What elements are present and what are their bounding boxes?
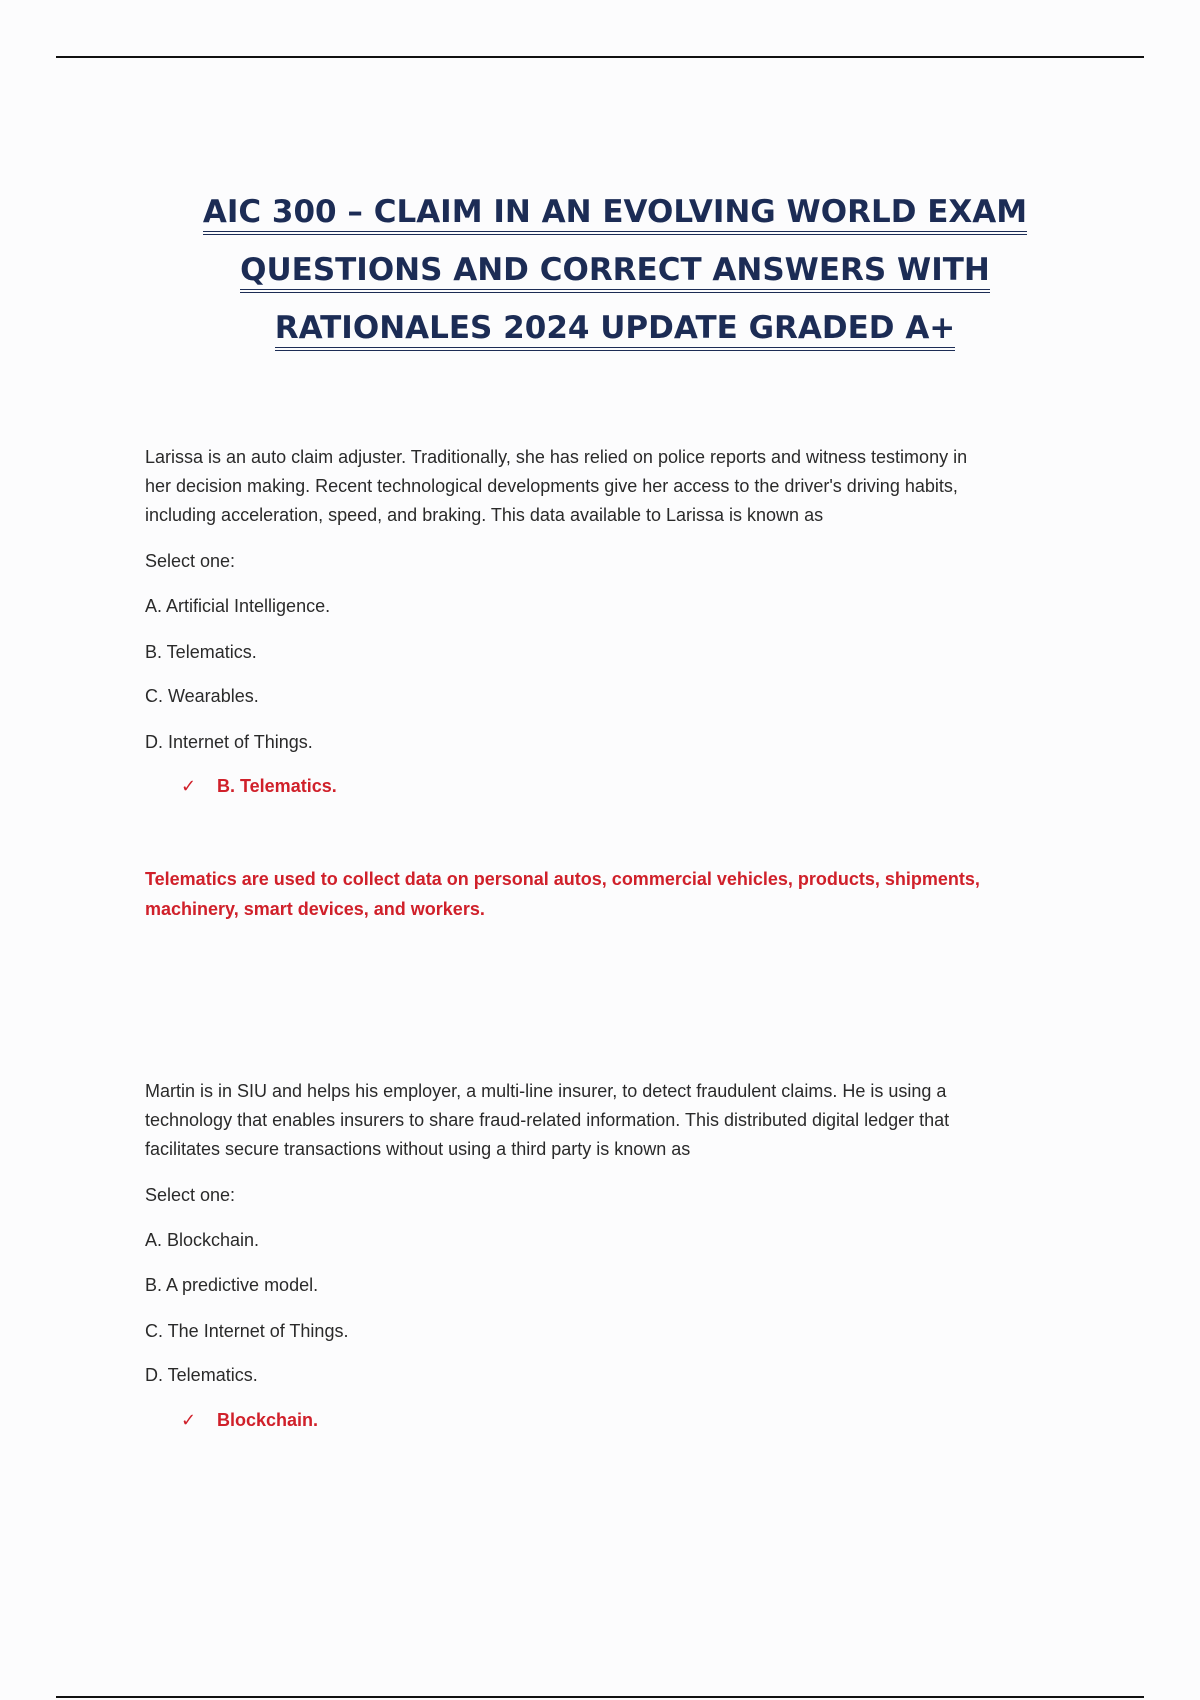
question-1-line: including acceleration, speed, and braking. This data available to Larissa is known as (145, 505, 824, 525)
footer-rule (56, 1696, 1144, 1698)
option-d: D. Telematics. (145, 1365, 258, 1385)
title-line-1: AIC 300 – CLAIM IN AN EVOLVING WORLD EXAM (203, 193, 1027, 235)
option-b: B. A predictive model. (145, 1275, 319, 1295)
question-1 (145, 443, 1085, 919)
select-one-label: Select one: (145, 1185, 236, 1205)
checkmark-icon: ✓ (181, 1410, 197, 1430)
document-title (140, 188, 1090, 362)
checkmark-icon: ✓ (181, 776, 197, 796)
correct-answer-text: Blockchain. (217, 1410, 319, 1430)
header-rule (56, 56, 1144, 58)
option-a: A. Artificial Intelligence. (145, 596, 331, 616)
question-1-line: Larissa is an auto claim adjuster. Traditionally, she has relied on police reports and witness testimony in (145, 447, 968, 467)
question-1-text (145, 443, 1085, 530)
title-line-2: QUESTIONS AND CORRECT ANSWERS WITH (240, 251, 990, 293)
rationale-line: machinery, smart devices, and workers. (145, 899, 485, 919)
question-2-text (145, 1077, 1085, 1164)
option-c: C. The Internet of Things. (145, 1321, 349, 1341)
correct-answer (181, 1410, 318, 1431)
correct-answer-text: B. Telematics. (217, 776, 337, 796)
rationale-line: Telematics are used to collect data on personal autos, commercial vehicles, products, shipments, (145, 869, 980, 889)
select-one-label: Select one: (145, 551, 236, 571)
option-c: C. Wearables. (145, 686, 259, 706)
question-2-line: facilitates secure transactions without using a third party is known as (145, 1139, 691, 1159)
question-1-line: her decision making. Recent technological developments give her access to the driver's driving habits, (145, 476, 958, 496)
question-2-line: technology that enables insurers to share fraud-related information. This distributed digital ledger that (145, 1110, 950, 1130)
question-2-line: Martin is in SIU and helps his employer, a multi-line insurer, to detect fraudulent claims. He is using a (145, 1081, 947, 1101)
title-line-3: RATIONALES 2024 UPDATE GRADED A+ (275, 309, 956, 351)
option-b: B. Telematics. (145, 642, 257, 662)
option-d: D. Internet of Things. (145, 732, 313, 752)
question-2 (145, 1077, 1085, 1430)
option-a: A. Blockchain. (145, 1230, 260, 1250)
rationale (145, 864, 1085, 924)
correct-answer (181, 776, 337, 797)
